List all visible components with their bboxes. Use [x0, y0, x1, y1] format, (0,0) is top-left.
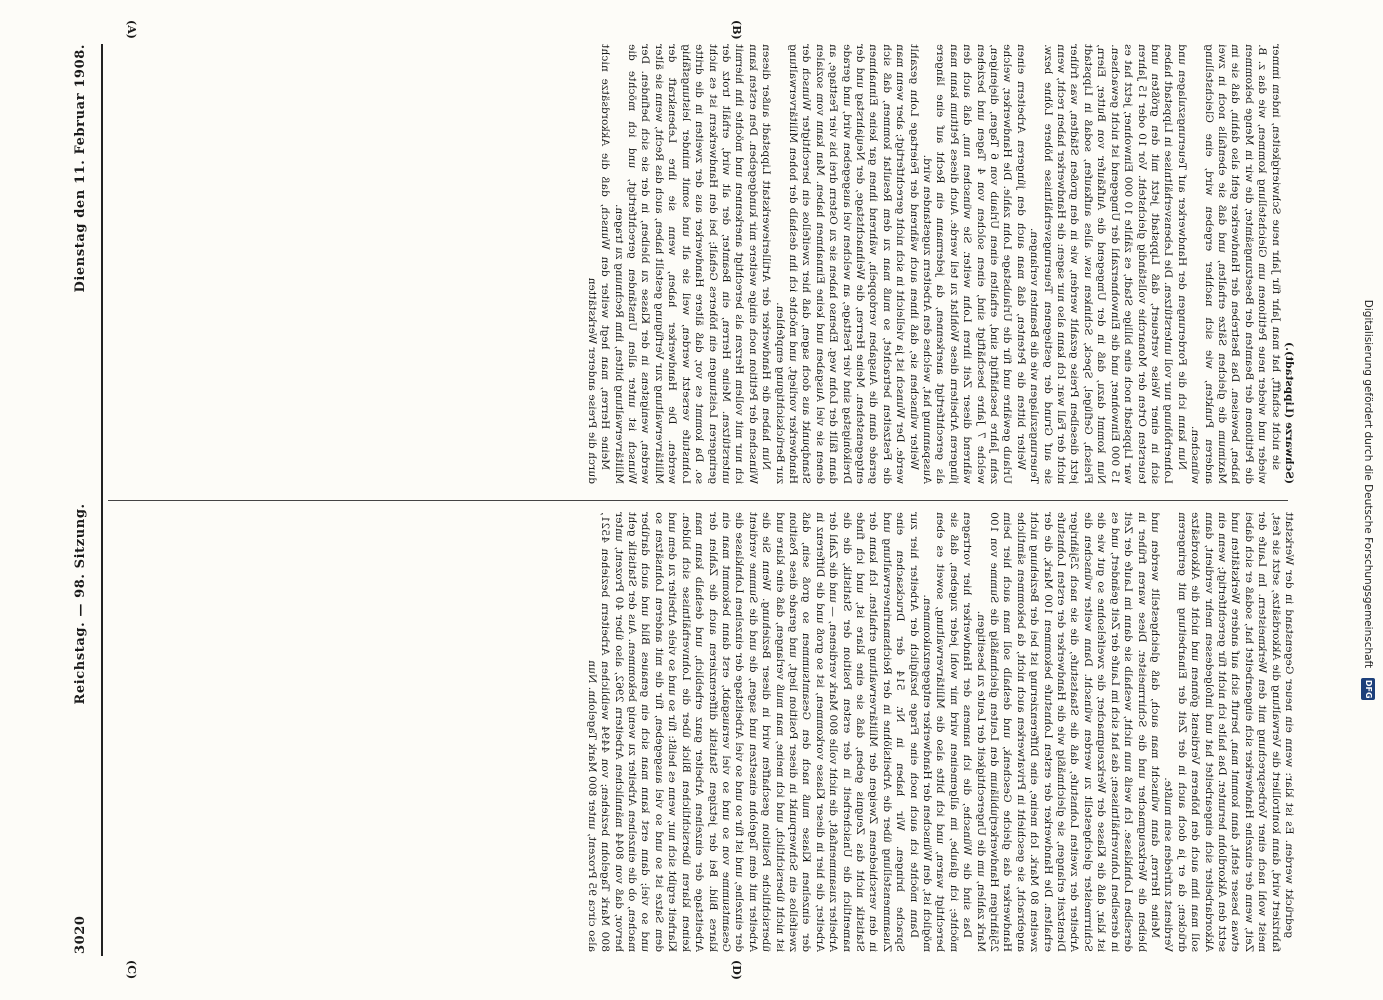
paragraph: Nun kann ich die Forderungen der Handwerker auf Teuerungszulagen und Lohnerhöhung nur voll unterstützen. Die Lebensverhältnisse in Lippstadt haben sich in einer Weise verteuert, daß Lippstadt jetzt mit den größten und teuersten Orten der Monarchie vollständig gleichsteht. Vor 10 oder 15 Jahren war Lippstadt noch eine billige Stadt, es zählte 10 000 Einwohner, jetzt hat es 15 000 Einwohner, und die Einwohnerzahl der Umgegend ist nicht gewachsen. Nun kommt dazu, daß in der Umgegend die Aufkäufer von Butter, Eiern, Fleisch, Geflügel, Speck, Schinken usw. alles aufkaufen, sodaß in Lippstadt jetzt dieselben Preise gezahlt werden, wie in den großen Städten, was früher nicht der Fall war. Ich kann also nur sagen: die Handwerker haben recht, wenn sie auf Grund der gestiegenen Teuerungsverhältnisse höhere Löhne bezw. Teuerungszulagen wie die Beamten verlangen.	[1028, 44, 1188, 484]
right-text-column	[110, 512, 1295, 952]
paragraph: Meine Herren, man hegt weiter den Wunsch, daß die Akkordsätze nicht durch die Preise anderer Werkstätten	[585, 44, 612, 484]
page-number: 3020	[72, 915, 88, 954]
margin-mark-b: (B)	[730, 20, 743, 40]
margin-mark-d: (D)	[730, 960, 743, 980]
paragraph: Nun haben die Handwerker der Artilleriewerkstatt Lippstadt außer diesen Wünschen der Petition noch einige weitere mir kundgegeben. Den ersten kann ich nur mit vollem Herzen als berechtigt anerkennen und möchte ihn hiermit unterstützen. Meine Herren, ein Beamter, der alt wird, erhält trotz der geringeren Leistungen ein höheres Gehalt; bei den Handwerkern ist es nicht so. Da kommt es vor, daß ältere Handwerker aus der zweiten in die dritte Lohnstufe versetzt werden, weil sie alt und somit minder leistungsfähig werden. Die Handwerker haben, wenn sie ihre Lebenskraft der Militärverwaltung zur Verfügung gestellt haben, auch das Recht, wenn sie älter werden, wenigstens in der Klasse zu bleiben, in der sie sich befinden. Der Wunsch ist unter allen Umständen gerechtfertigt, und ich möchte die Militärverwaltung bitten, ihm Rechnung zu tragen.	[612, 44, 773, 484]
page-header	[67, 44, 93, 954]
paragraph: Das sind die Wünsche, die ich namens der Handwerker hier vortragen möchte; ich glaube, im allgemeinen wird mir wohl jeder zugeben, daß sie berechtigt waren, und ich bitte also die Militärverwaltung, soweit es eben möglich ist, den Wünschen der Handwerker entgegenzukommen.	[921, 512, 974, 952]
paragraph: gedrückt werden. Es ist klar: wenn ein neuer Gegenstand in der Werkstatt fabriziert wird, dann kontrolliert die Verwaltung die Akkordsätze, setzt sie fest, meist wohl nach einer Vorbesprechung mit den Werkmeistern. Im Laufe der Zeit, wenn der einzelne Handwerker sich eingearbeitet hat, sodaß er sich dabei etwas besser steht, dann kommt man, beruft sich auf andere Werkstätten und setzt den Akkordlohn herunter. Das halte ich nicht für gerechtfertigt; wenn ein Akkordarbeiter sich eingearbeitet hat und infolgedessen mehr verdient, dann soll man ihm auch den höheren Verdienst gönnen und nicht die Akkordsätze drücken; da er ja doch auch in der Zeit der Einarbeitung mit geringerem Verdienst zufrieden sein mußte.	[1162, 512, 1295, 952]
credit-text: Digitalisierung gefördert durch die Deutsche Forschungsgemeinschaft	[1362, 299, 1374, 669]
session-date: Dienstag den 11. Februar 1908.	[72, 44, 88, 293]
left-text-column	[110, 44, 1295, 484]
paragraph: sie nicht schafft, hat man Jahr für Jahr neue Schwierigkeiten, indem immer wieder und wieder neue Petitionen um Gleichstellung kommen, wie das z. B. die Petitionen der Beamten der Besetzungsämter, die wir in Menge bekommen haben, beweisen. Das Bestreben der Handwerker geht also dahin, daß sie im Maximum die gleichen Sätze erhalten, und daß sie ebenfalls noch in zwei anderen Punkten, wie sich nachher ergeben wird, eine Gleichstellung wünschen.	[1189, 44, 1282, 484]
margin-mark-c: (C)	[125, 960, 138, 980]
column-divider	[108, 500, 1288, 501]
paragraph: Meine Herren, dann wünscht man auch, daß gleichgestellt werden und bleiben die Werkzeugmacher und die Schirrmeister. Diese waren früher in derselben Lohnklasse. Ich weiß nun nicht, weshalb sie dann im Laufe der Zeit in derselben Lohnverhältnissen; das hat sich im Laufe der Zeit geändert, und es ist klar, daß die Klasse der Werkzeugmacher, die zweifelsohne so gut wie die Schirrmeister gleichgestellt zu werden wünscht. Dann weiter wünschen die Arbeiter der zweiten Lohnstufe, daß die Staatsstufe, die sie nach 25jähriger Dienstzeit erlangen, sie gleichmäßig wie die Handwerker der ersten Lohnstufe erhalten. Die Handwerker der ersten Lohnstufe bekommen 100 Mark, die der zweiten 80 Mark. Ich meine, eine Differenzierung ist bei der Beziehung nicht angebracht, sie geschieht in Privatwerken auch nicht, da bekommen sämtliche Handwerker das gleiche Geschenk, und deshalb soll man auch hier beim 25jährigen Handwerkerjubiläum den Leuten gleichmäßig die Summe von 100 Mark zahlen, um die Ungerechtigkeit der Leute zu beseitigen.	[974, 512, 1161, 952]
dfg-logo-icon: DFG	[1361, 678, 1375, 700]
speaker-label: (Schwarze (Lippstadt).)	[1283, 341, 1295, 484]
session-title: Reichstag. — 98. Sitzung.	[72, 503, 88, 705]
header-rule	[102, 44, 104, 956]
digitization-credit	[1359, 10, 1377, 990]
paragraph: Dann möchte ich auch noch eine Frage bezüglich der Arbeiter hier zur Sprache bringen. Wir haben in Nr. 514 der Drucksachen eine Zusammenstellung über die Arbeitslöhne in der Reichsmarineverwaltung und in den verschiedenen Zweigen der Militärverwaltung erhalten. Ich kann der Statistik nicht das Zeugnis geben, daß sie eine klare ist, und ich finde namentlich die Unsicherheit in der ersten Position der Statistik, die die Arbeiter zusammenfaßt, die nicht volle 800 Mark verdienen, — und die Zahl der Arbeiter, die hier in dieser Klasse vorkommen, ist so groß und die Differenz in der einzelnen Klasse muß nach den Gesamtsummen so groß sein, daß zweifellos ein Schwerpunkt in dieser Position liegt, und gerade diese Position ist nicht übersichtlich, und ich meine, man muß verlangen, daß eine klare und übersichtliche Position geschaffen wird in dieser Beziehung. Wenn Sie die Arbeiter mit dem Tagelohn einsetzen und sagen, die und die Summe verdient der einzelne, und ist für so und so viel Arbeitstage der einzelnen Lohnklasse die Gesamtsumme von so und so viel verausgabt, erst dann bekommt man ein klares Bild. Bei der jetzigen Statistik differenzieren auch die Zahlen der Arbeitstage der einzelnen Arbeiter ganz erheblich, und deshalb kann man keinen klaren übersichtlichen Blick über die Lohnverhältnisse sich bilden. Klarheit ergibt sich nur, wenn es heißt: für so und so viele Arbeiter zu dem und dem Satze ist so und so viel ausgegeben, für die mit anderen Lohnsätzen so und so viel; dann erst kann man sich ein genaues Bild und auch darüber machen, ob die einzelnen Arbeiter zu wenig bekommen. Aus der Statistik geht hervor, daß von 8044 männlichen Arbeitern 2962, also über 40 Prozent, unter 800 Mark Tagelohn beziehen; von 4494 weiblichen Arbeitern beziehen 4521, also circa 95 Prozent, unter 800 Mark Tagelohn. Nun	[585, 512, 920, 952]
paragraph: Weiter bitten die Petenten, daß man auch den jüngeren Arbeitern einen Urlaub gewähre und für die Urlaubstage Lohn zahle. Die Handwerker, welche zehn Jahre beschäftigt sind, erhalten einen Urlaub von 6 Tagen, diejenigen, welche 7 Jahre beschäftigt sind, einen solchen von 4 Tagen und beziehen während dieser Zeit ihren Lohn weiter. Sie wünschen nun, daß auch den jüngeren Arbeitern diese Wohltat zu teil werde. Auch dieses Petitum kann man als gerechtfertigt anerkennen, da jedermann ein Recht auf eine längere Ausspannung hat, welches den Arbeitern zugestanden wird.	[921, 44, 1027, 484]
margin-mark-a: (A)	[125, 20, 138, 39]
paragraph: Weiter wünschen sie, daß ihnen auch während der Feiertage Lohn gezahlt werde. Der Wunsch ist ja vielleicht in sich nicht gerechtfertigt; aber wenn man die Festzeiten betrachtet, so muß man zu dem Resultat kommen, daß sich gerade dann die Ausgaben verdoppeln, während ihnen gar keine Einnahmen entgegenstehen. Meine Herren, die Weihnachtstage, der Neujahrstag und der Dreikönigstag sind vier Festtage, an welchen viel ausgegeben wird, und gerade dann fällt der Lohn weg. Ebenso haben sie zu Ostern drei bis vier Festtage, an denen sie viel Ausgaben und keine Einnahmen haben. Man kann vom sozialen Standpunkt aus doch sagen, daß hier zweifellos ein berechtigter Wunsch der Handwerker vorliegt, und möchte ich ihn deshalb der hohen Militärverwaltung zur Berücksichtigung empfehlen.	[773, 44, 920, 484]
